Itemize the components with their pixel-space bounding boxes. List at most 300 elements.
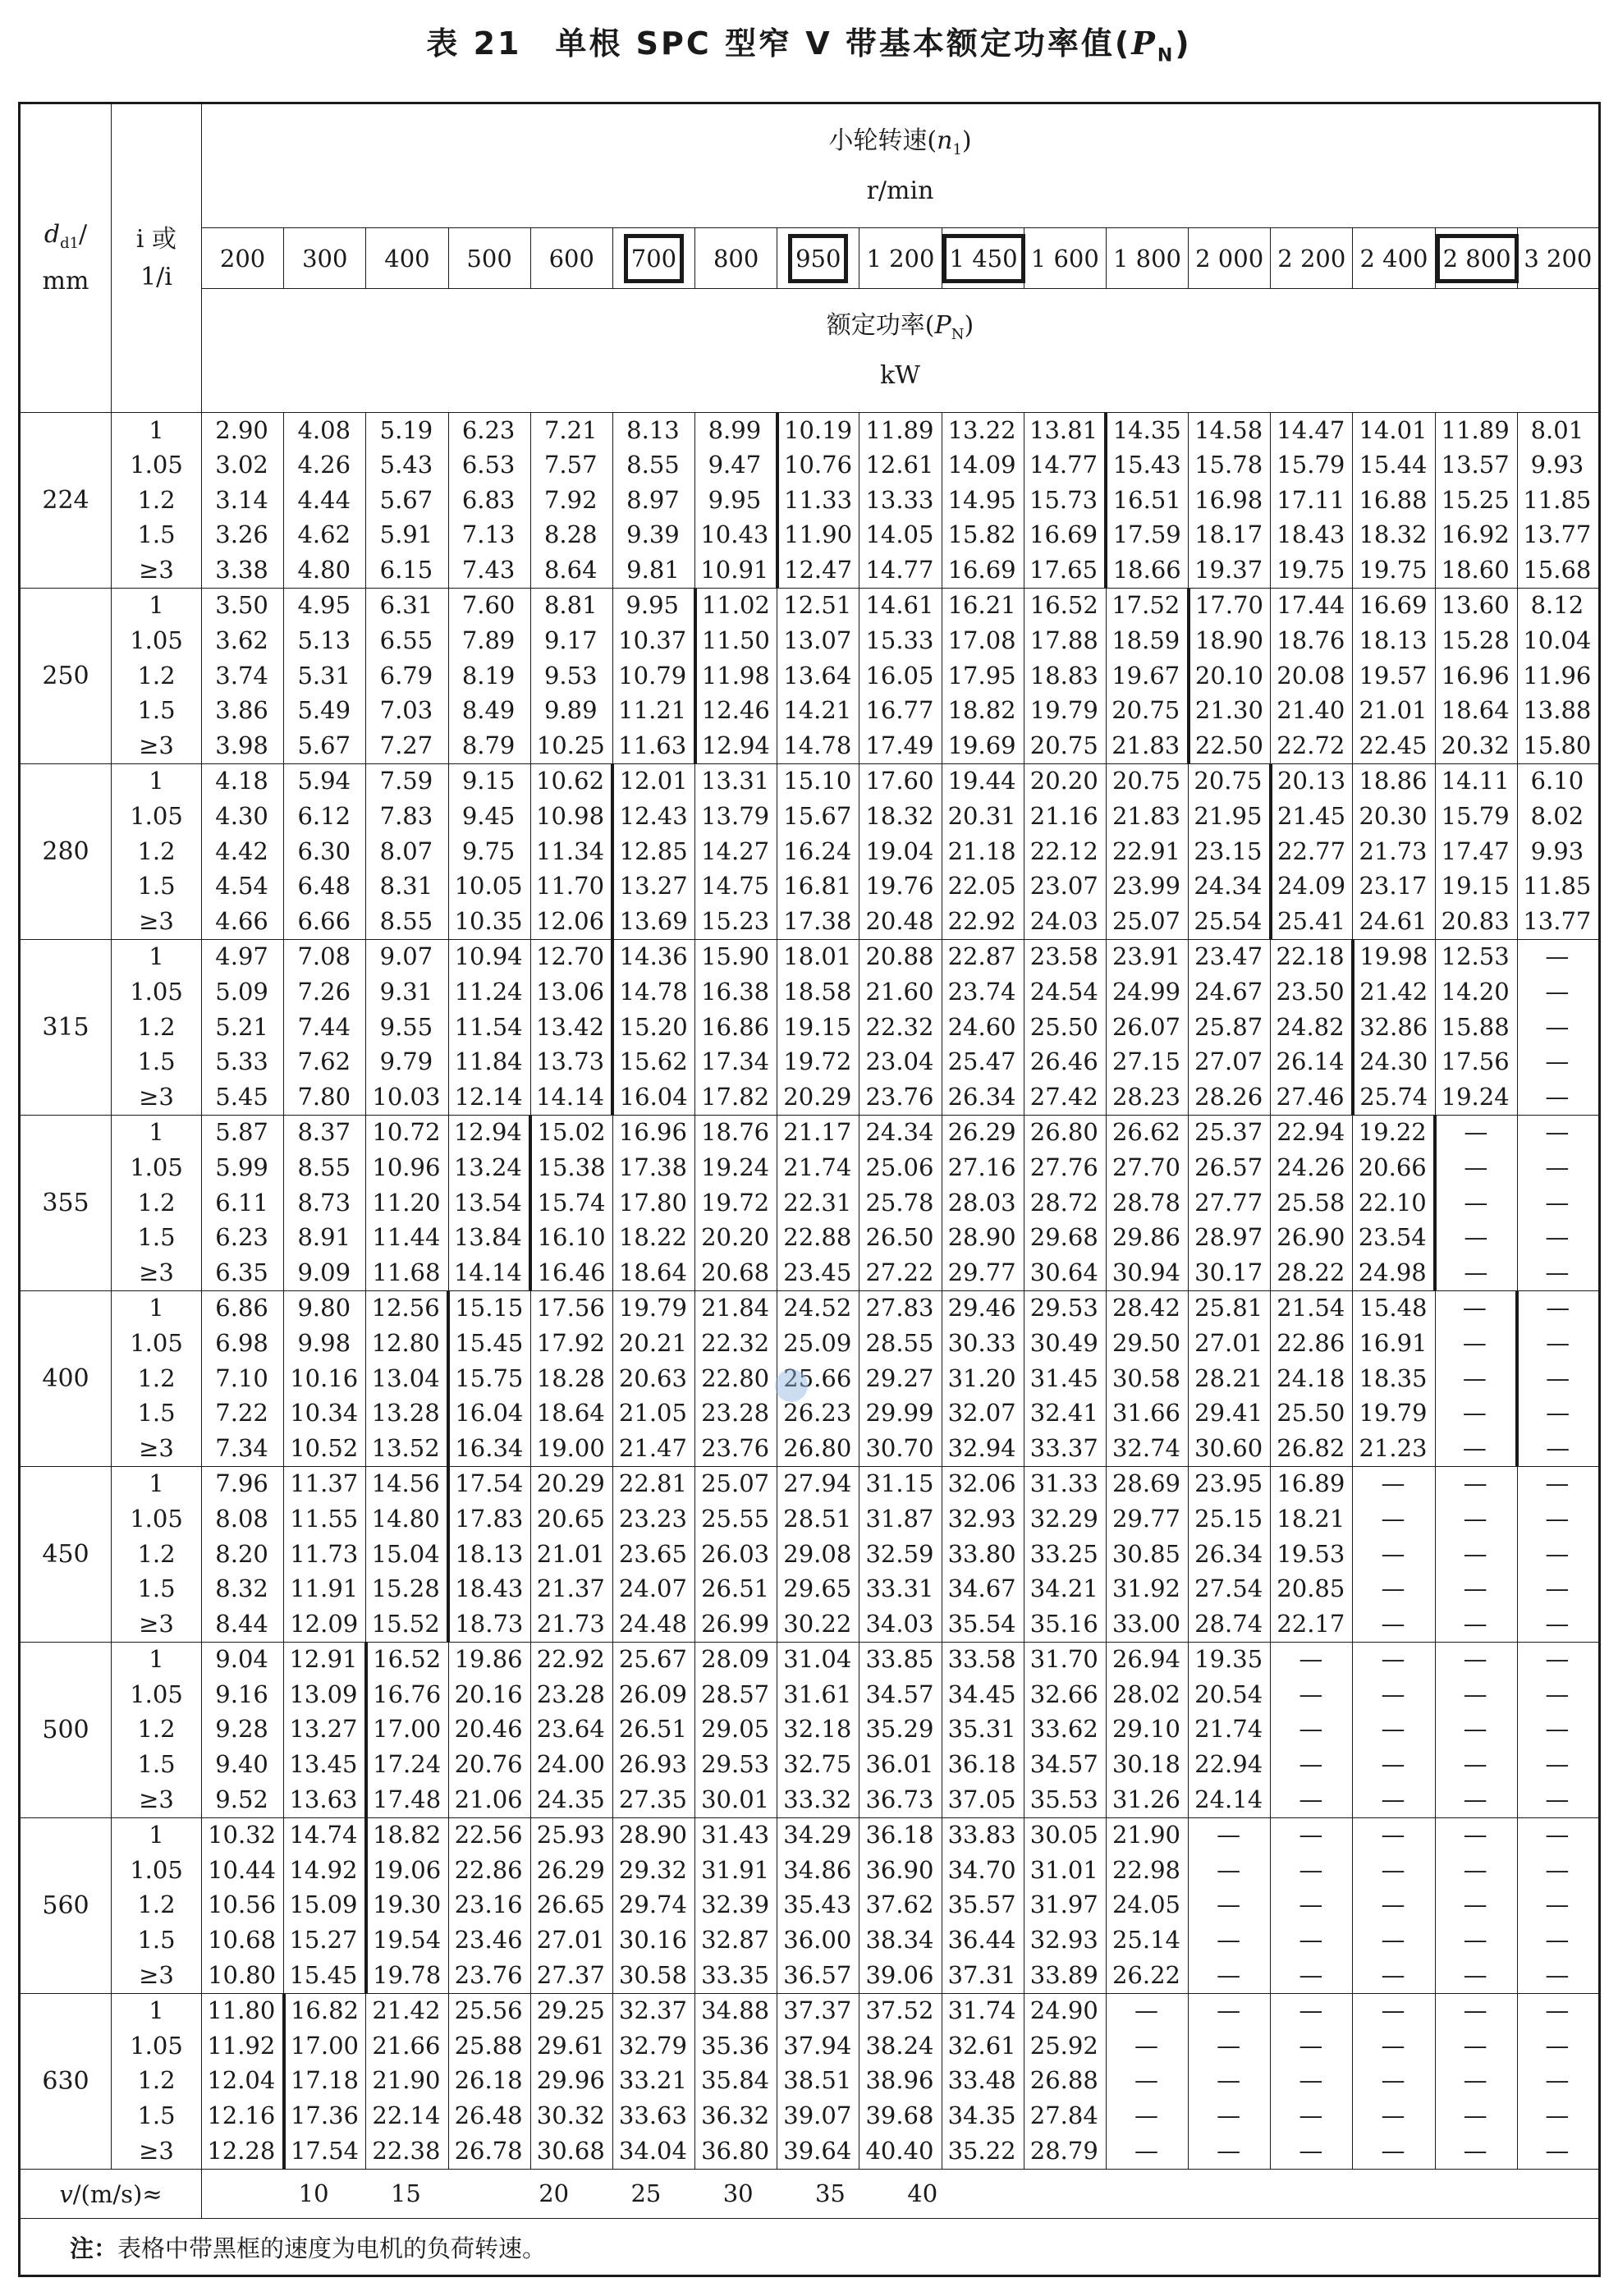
power-cell: 14.56 (366, 1466, 448, 1501)
speed-value: 2 000 (1195, 244, 1264, 273)
power-cell: 31.20 (942, 1361, 1024, 1396)
power-cell: 27.15 (1106, 1045, 1188, 1080)
power-cell: 9.95 (695, 483, 777, 518)
power-cell: 32.75 (777, 1748, 859, 1783)
power-cell: 12.56 (366, 1290, 448, 1326)
power-cell: 23.45 (777, 1255, 859, 1290)
power-cell: — (1106, 2133, 1188, 2169)
speed-label: 小轮转速( (828, 126, 937, 155)
caption-subscript: N (1157, 45, 1176, 66)
power-cell: 34.57 (859, 1677, 942, 1712)
speed-cell (612, 228, 694, 289)
power-cell: 10.37 (612, 624, 694, 659)
ratio-cell: 1.2 (112, 483, 202, 518)
table-row (20, 518, 1600, 553)
power-cell: 29.25 (530, 1993, 612, 2028)
power-cell: 3.74 (202, 658, 284, 694)
table-caption (0, 18, 1618, 66)
power-cell: — (1517, 1923, 1599, 1959)
power-cell: 30.16 (612, 1923, 694, 1959)
power-cell: 22.10 (1353, 1185, 1435, 1221)
power-cell: — (1517, 939, 1599, 974)
power-cell: 11.92 (202, 2028, 284, 2064)
power-cell: — (1353, 1888, 1435, 1923)
power-cell: 22.86 (1271, 1326, 1353, 1361)
power-cell: 25.54 (1189, 904, 1271, 939)
power-cell: 18.32 (1353, 518, 1435, 553)
power-cell: 26.57 (1189, 1150, 1271, 1185)
power-cell: — (1517, 1326, 1599, 1361)
power-cell: — (1517, 975, 1599, 1011)
power-cell: 17.80 (612, 1185, 694, 1221)
power-cell: 14.80 (366, 1501, 448, 1537)
power-cell: — (1517, 1853, 1599, 1888)
power-cell: 22.72 (1271, 728, 1353, 763)
power-cell: — (1353, 1817, 1435, 1853)
power-cell: 22.56 (448, 1817, 530, 1853)
power-cell: 25.93 (530, 1817, 612, 1853)
power-cell: 11.68 (366, 1255, 448, 1290)
power-cell: 18.59 (1106, 624, 1188, 659)
power-cell: 20.46 (448, 1712, 530, 1748)
power-cell: 26.65 (530, 1888, 612, 1923)
power-cell: — (1517, 2133, 1599, 2169)
power-cell: 20.29 (777, 1079, 859, 1115)
power-cell: 6.23 (448, 413, 530, 448)
power-cell: 14.58 (1189, 413, 1271, 448)
ratio-cell: 1.05 (112, 1677, 202, 1712)
power-cell: — (1435, 1923, 1517, 1959)
power-cell: 9.09 (284, 1255, 366, 1290)
table-row (20, 1079, 1600, 1115)
power-cell: 10.05 (448, 869, 530, 905)
power-cell: — (1271, 2028, 1353, 2064)
power-cell: 27.84 (1024, 2099, 1106, 2134)
power-cell: 24.05 (1106, 1888, 1188, 1923)
power-cell: 21.06 (448, 1782, 530, 1817)
power-cell: — (1435, 1431, 1517, 1466)
power-cell: 11.85 (1517, 483, 1599, 518)
power-cell: 20.30 (1353, 800, 1435, 835)
table-row (20, 448, 1600, 483)
power-cell: 10.62 (530, 763, 612, 799)
table-row (20, 1677, 1600, 1712)
diameter-symbol: d (44, 220, 61, 249)
power-cell: 13.28 (366, 1396, 448, 1432)
power-cell: 19.44 (942, 763, 1024, 799)
power-cell: 19.15 (777, 1010, 859, 1045)
power-cell: 26.94 (1106, 1642, 1188, 1677)
power-cell: 20.66 (1353, 1150, 1435, 1185)
power-cell: 13.04 (366, 1361, 448, 1396)
power-cell: — (1435, 1606, 1517, 1642)
power-cell: 28.22 (1271, 1255, 1353, 1290)
velocity-mark: 15 (390, 2179, 421, 2207)
table-row (20, 694, 1600, 729)
speed-value: 200 (219, 244, 266, 273)
power-cell: 31.70 (1024, 1642, 1106, 1677)
power-cell: 23.58 (1024, 939, 1106, 974)
power-cell: 10.03 (366, 1079, 448, 1115)
power-cell: 17.49 (859, 728, 942, 763)
power-cell: 19.54 (366, 1923, 448, 1959)
power-cell: 9.98 (284, 1326, 366, 1361)
table-row (20, 800, 1600, 835)
table-row (20, 1501, 1600, 1537)
table-row (20, 2099, 1600, 2134)
power-cell: 25.92 (1024, 2028, 1106, 2064)
power-cell: 28.09 (695, 1642, 777, 1677)
power-cell: 23.15 (1189, 834, 1271, 869)
ratio-cell: 1.5 (112, 1221, 202, 1256)
power-cell: 31.43 (695, 1817, 777, 1853)
power-cell: — (1517, 1572, 1599, 1607)
power-cell: 20.54 (1189, 1677, 1271, 1712)
power-cell: 26.78 (448, 2133, 530, 2169)
power-cell: 30.22 (777, 1606, 859, 1642)
power-cell: 8.44 (202, 1606, 284, 1642)
power-cell: 27.54 (1189, 1572, 1271, 1607)
power-cell: 24.98 (1353, 1255, 1435, 1290)
table-row (20, 1537, 1600, 1572)
power-cell: 15.27 (284, 1923, 366, 1959)
power-cell: 12.70 (530, 939, 612, 974)
power-cell: 7.26 (284, 975, 366, 1011)
power-cell: 37.31 (942, 1958, 1024, 1993)
power-cell: 14.61 (859, 588, 942, 623)
power-cell: 20.08 (1271, 658, 1353, 694)
power-cell: 35.84 (695, 2064, 777, 2099)
power-cell: — (1435, 1361, 1517, 1396)
ratio-cell: 1 (112, 939, 202, 974)
power-cell: 28.57 (695, 1677, 777, 1712)
power-cell: 11.55 (284, 1501, 366, 1537)
power-cell: 25.66 (777, 1361, 859, 1396)
power-cell: 18.82 (366, 1817, 448, 1853)
power-cell: 16.98 (1189, 483, 1271, 518)
power-cell: 7.80 (284, 1079, 366, 1115)
power-cell: 22.14 (366, 2099, 448, 2134)
power-cell: 36.32 (695, 2099, 777, 2134)
power-cell: 26.18 (448, 2064, 530, 2099)
power-cell: 4.44 (284, 483, 366, 518)
power-cell: 16.51 (1106, 483, 1188, 518)
power-cell: 21.90 (366, 2064, 448, 2099)
note-text: 表格中带黑框的速度为电机的负荷转速。 (117, 2234, 547, 2262)
power-cell: 22.18 (1271, 939, 1353, 974)
power-cell: 25.15 (1189, 1501, 1271, 1537)
power-cell: — (1517, 2099, 1599, 2134)
power-cell: 10.34 (284, 1396, 366, 1432)
power-cell: 15.38 (530, 1150, 612, 1185)
caption-prefix: 表 21 单根 SPC 型窄 V 带基本额定功率值( (426, 25, 1132, 62)
power-cell: 32.59 (859, 1537, 942, 1572)
power-cell: — (1353, 1712, 1435, 1748)
power-cell: 28.79 (1024, 2133, 1106, 2169)
power-cell: 10.25 (530, 728, 612, 763)
power-cell: 24.52 (777, 1290, 859, 1326)
power-cell: 7.96 (202, 1466, 284, 1501)
power-cell: 9.95 (612, 588, 694, 623)
power-cell: 15.88 (1435, 1010, 1517, 1045)
power-cell: 18.66 (1106, 552, 1188, 588)
power-cell: 16.04 (612, 1079, 694, 1115)
ratio-cell: 1.2 (112, 1888, 202, 1923)
power-cell: 30.58 (612, 1958, 694, 1993)
power-cell: 11.44 (366, 1221, 448, 1256)
power-cell: 31.33 (1024, 1466, 1106, 1501)
power-cell: 16.69 (1353, 588, 1435, 623)
power-cell: 33.32 (777, 1782, 859, 1817)
ratio-cell: 1.5 (112, 1923, 202, 1959)
power-cell: 36.18 (859, 1817, 942, 1853)
power-cell: 36.00 (777, 1923, 859, 1959)
diameter-cell: 560 (20, 1817, 112, 1993)
ratio-cell: 1.2 (112, 1185, 202, 1221)
power-cell: 7.13 (448, 518, 530, 553)
speed-values-row (20, 228, 1600, 289)
power-cell: 20.20 (1024, 763, 1106, 799)
power-cell: 5.49 (284, 694, 366, 729)
power-cell: 32.93 (942, 1501, 1024, 1537)
power-cell: 14.09 (942, 448, 1024, 483)
power-cell: 15.68 (1517, 552, 1599, 588)
power-cell: 23.91 (1106, 939, 1188, 974)
power-cell: 23.64 (530, 1712, 612, 1748)
power-cell: 38.51 (777, 2064, 859, 2099)
table-row (20, 1255, 1600, 1290)
ratio-cell: 1.2 (112, 1537, 202, 1572)
power-cell: — (1435, 2064, 1517, 2099)
velocity-scale (202, 2170, 1600, 2219)
power-cell: 29.86 (1106, 1221, 1188, 1256)
power-cell: — (1517, 1010, 1599, 1045)
power-cell: 33.89 (1024, 1958, 1106, 1993)
speed-cell (942, 228, 1024, 289)
power-cell: — (1517, 1677, 1599, 1712)
power-cell: 13.77 (1517, 518, 1599, 553)
power-cell: 24.67 (1189, 975, 1271, 1011)
power-cell: 12.85 (612, 834, 694, 869)
power-cell: — (1517, 2028, 1599, 2064)
power-cell: 26.34 (1189, 1537, 1271, 1572)
power-cell: 35.31 (942, 1712, 1024, 1748)
diameter-slash: / (79, 220, 88, 249)
power-cell: 6.30 (284, 834, 366, 869)
power-cell: 15.48 (1353, 1290, 1435, 1326)
power-cell: — (1353, 1853, 1435, 1888)
power-cell: 20.75 (1106, 694, 1188, 729)
power-cell: 19.57 (1353, 658, 1435, 694)
power-cell: 7.83 (366, 800, 448, 835)
power-cell: 7.92 (530, 483, 612, 518)
speed-value: 500 (466, 244, 512, 273)
power-cell: 18.32 (859, 800, 942, 835)
speed-cell (1517, 228, 1599, 289)
speed-symbol: n (937, 126, 953, 155)
power-cell: 14.05 (859, 518, 942, 553)
power-cell: — (1189, 2028, 1271, 2064)
power-cell: 3.86 (202, 694, 284, 729)
power-cell: 28.90 (942, 1221, 1024, 1256)
power-cell: 22.80 (695, 1361, 777, 1396)
velocity-label (20, 2170, 202, 2219)
power-cell: 23.28 (530, 1677, 612, 1712)
power-cell: 18.60 (1435, 552, 1517, 588)
power-cell: 29.61 (530, 2028, 612, 2064)
power-cell: 26.14 (1271, 1045, 1353, 1080)
power-cell: 28.72 (1024, 1185, 1106, 1221)
power-cell: 30.49 (1024, 1326, 1106, 1361)
power-cell: — (1517, 1361, 1599, 1396)
power-rating-table (18, 102, 1601, 2277)
velocity-mark: 30 (722, 2179, 754, 2207)
table-row (20, 869, 1600, 905)
table-row (20, 1888, 1600, 1923)
ratio-cell: 1.05 (112, 1501, 202, 1537)
power-cell: 16.24 (777, 834, 859, 869)
power-cell: 24.99 (1106, 975, 1188, 1011)
power-cell: 37.05 (942, 1782, 1024, 1817)
power-cell: — (1517, 1396, 1599, 1432)
power-cell: 20.88 (859, 939, 942, 974)
power-cell: — (1353, 1958, 1435, 1993)
power-cell: 25.07 (1106, 904, 1188, 939)
speed-cell (695, 228, 777, 289)
power-cell: 25.47 (942, 1045, 1024, 1080)
power-cell: 38.34 (859, 1923, 942, 1959)
power-cell: 14.20 (1435, 975, 1517, 1011)
power-cell: 28.97 (1189, 1221, 1271, 1256)
power-cell: — (1517, 1501, 1599, 1537)
power-cell: — (1353, 2028, 1435, 2064)
power-cell: 28.74 (1189, 1606, 1271, 1642)
power-cell: 29.41 (1189, 1396, 1271, 1432)
power-cell: 21.45 (1271, 800, 1353, 835)
power-cell: 30.70 (859, 1431, 942, 1466)
power-cell: 7.22 (202, 1396, 284, 1432)
power-cell: 24.54 (1024, 975, 1106, 1011)
power-cell: 11.54 (448, 1010, 530, 1045)
diameter-cell: 450 (20, 1466, 112, 1642)
power-cell: 3.38 (202, 552, 284, 588)
power-cell: 15.52 (366, 1606, 448, 1642)
power-cell: — (1189, 1888, 1271, 1923)
power-cell: 4.30 (202, 800, 284, 835)
power-cell: 17.95 (942, 658, 1024, 694)
power-cell: 3.26 (202, 518, 284, 553)
table-row (20, 1572, 1600, 1607)
watermark-dot (775, 1369, 808, 1402)
power-cell: 19.76 (859, 869, 942, 905)
table-row (20, 1853, 1600, 1888)
power-cell: — (1517, 1606, 1599, 1642)
power-cell: 18.01 (777, 939, 859, 974)
power-cell: 15.28 (366, 1572, 448, 1607)
ratio-cell: 1 (112, 1115, 202, 1150)
table-row (20, 1290, 1600, 1326)
power-cell: — (1435, 1396, 1517, 1432)
power-cell: 17.92 (530, 1326, 612, 1361)
power-cell: 18.64 (1435, 694, 1517, 729)
speed-value: 1 600 (1030, 244, 1099, 273)
power-cell: 34.88 (695, 1993, 777, 2028)
power-cell: 20.48 (859, 904, 942, 939)
power-cell: 23.23 (612, 1501, 694, 1537)
power-cell: 19.53 (1271, 1537, 1353, 1572)
power-cell: 23.54 (1353, 1221, 1435, 1256)
table-row (20, 588, 1600, 623)
power-cell: 14.78 (612, 975, 694, 1011)
power-cell: 8.02 (1517, 800, 1599, 835)
power-cell: 11.70 (530, 869, 612, 905)
power-cell: 26.51 (612, 1712, 694, 1748)
power-cell: 32.29 (1024, 1501, 1106, 1537)
power-cell: 27.76 (1024, 1150, 1106, 1185)
velocity-mark: 10 (298, 2179, 329, 2207)
power-cell: 29.08 (777, 1537, 859, 1572)
power-cell: — (1517, 1431, 1599, 1466)
power-cell: 35.53 (1024, 1782, 1106, 1817)
power-cell: 19.35 (1189, 1642, 1271, 1677)
power-cell: 14.21 (777, 694, 859, 729)
velocity-mark: 35 (814, 2179, 846, 2207)
power-cell: 15.82 (942, 518, 1024, 553)
speed-value: 700 (624, 234, 684, 283)
power-cell: 10.98 (530, 800, 612, 835)
table-row (20, 1221, 1600, 1256)
power-cell: 10.04 (1517, 624, 1599, 659)
power-cell: 8.55 (284, 1150, 366, 1185)
power-cell: 7.10 (202, 1361, 284, 1396)
power-cell: 22.32 (695, 1326, 777, 1361)
power-cell: 5.31 (284, 658, 366, 694)
power-cell: 11.24 (448, 975, 530, 1011)
power-cell: 17.24 (366, 1748, 448, 1783)
power-cell: — (1435, 1817, 1517, 1853)
power-cell: 14.95 (942, 483, 1024, 518)
power-cell: 15.62 (612, 1045, 694, 1080)
power-cell: 29.77 (942, 1255, 1024, 1290)
ratio-cell: 1.05 (112, 975, 202, 1011)
power-cell: 23.76 (859, 1079, 942, 1115)
power-cell: 5.19 (366, 413, 448, 448)
power-cell: 18.35 (1353, 1361, 1435, 1396)
power-cell: 32.93 (1024, 1923, 1106, 1959)
ratio-cell: 1.2 (112, 1010, 202, 1045)
power-cell: 13.88 (1517, 694, 1599, 729)
power-cell: 15.23 (695, 904, 777, 939)
power-cell: 24.60 (942, 1010, 1024, 1045)
power-cell: 28.03 (942, 1185, 1024, 1221)
power-cell: 29.68 (1024, 1221, 1106, 1256)
power-cell: 18.86 (1353, 763, 1435, 799)
table-row (20, 763, 1600, 799)
power-cell: 3.50 (202, 588, 284, 623)
power-cell: 15.75 (448, 1361, 530, 1396)
power-cell: 10.96 (366, 1150, 448, 1185)
power-cell: 31.91 (695, 1853, 777, 1888)
speed-cell (202, 228, 284, 289)
power-cell: 18.43 (1271, 518, 1353, 553)
power-cell: 9.45 (448, 800, 530, 835)
table-row (20, 939, 1600, 974)
power-cell: — (1517, 1290, 1599, 1326)
power-cell: 15.80 (1517, 728, 1599, 763)
power-cell: 28.69 (1106, 1466, 1188, 1501)
power-cell: 11.34 (530, 834, 612, 869)
speed-value: 400 (384, 244, 430, 273)
